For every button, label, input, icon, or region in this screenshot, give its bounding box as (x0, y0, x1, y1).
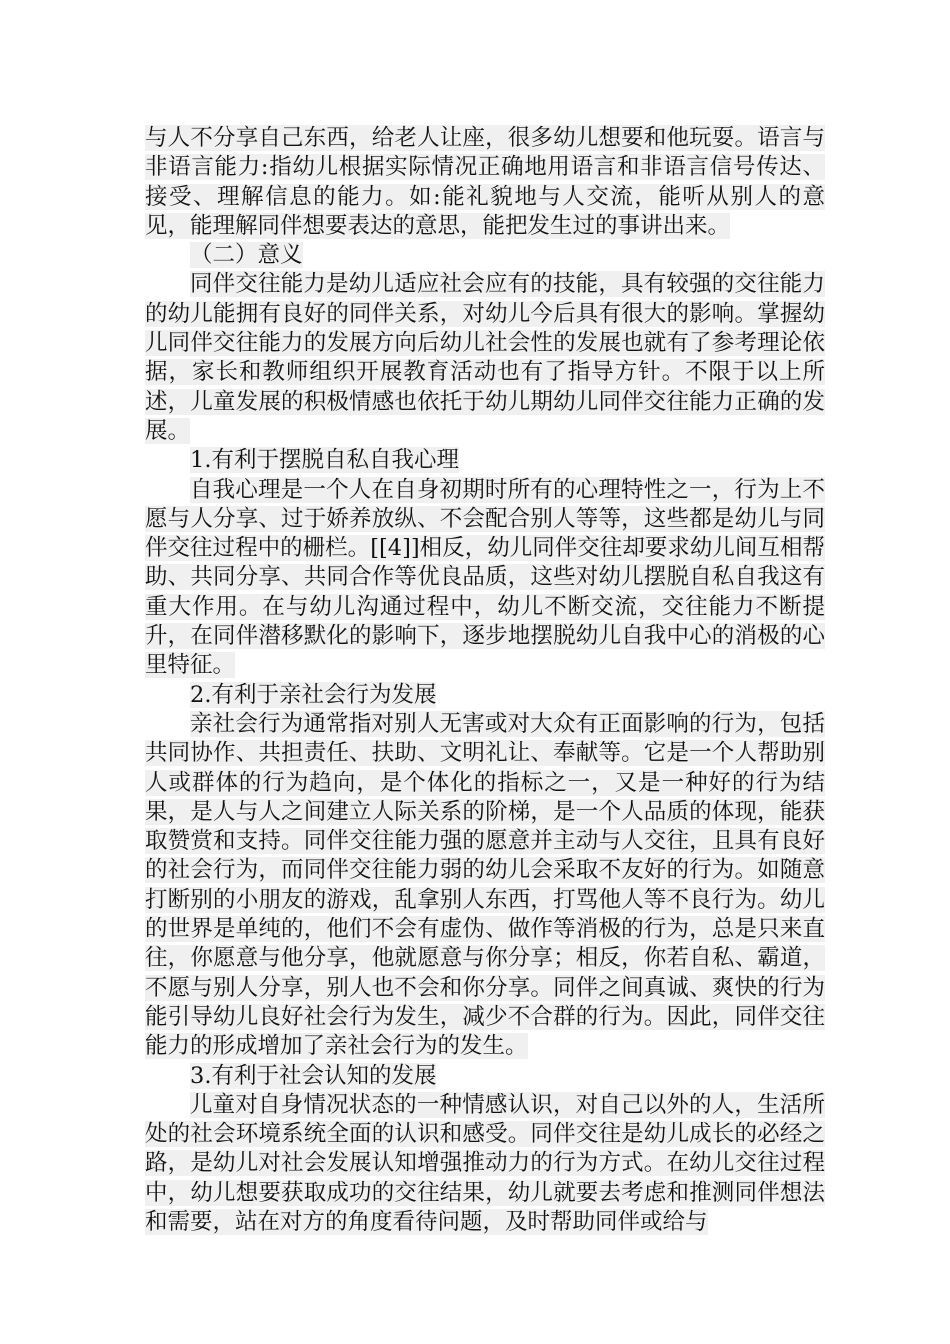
paragraph-text: 同伴交往能力是幼儿适应社会应有的技能，具有较强的交往能力的幼儿能拥有良好的同伴关系，对幼儿今后具有很大的影响。掌握幼儿同伴交往能力的发展方向后幼儿社会性的发展也就有了参考理论依据，家长和教师组织开展教育活动也有了指导方针。不限于以上所述，儿童发展的积极情感也依托于幼儿期幼儿同伴交往能力正确的发展。 (145, 271, 825, 444)
paragraph-text: 与人不分享自己东西，给老人让座，很多幼儿想要和他玩耍。语言与非语言能力:指幼儿根据实际情况正确地用语言和非语言信号传达、接受、理解信息的能力。如:能礼貌地与人交流，能听从别人的意见，能理解同伴想要表达的意思，能把发生过的事讲出来。 (145, 125, 825, 239)
heading-text: 1.有利于摆脱自私自我心理 (190, 447, 459, 474)
body-paragraph (145, 476, 825, 681)
body-paragraph (145, 124, 825, 241)
heading-text: 3.有利于社会认知的发展 (190, 1062, 437, 1089)
subsection-heading (145, 1062, 825, 1091)
body-paragraph (145, 270, 825, 446)
heading-text: 2.有利于亲社会行为发展 (190, 681, 437, 708)
paragraph-text: 自我心理是一个人在自身初期时所有的心理特性之一，行为上不愿与人分享、过于娇养放纵、不会配合别人等等，这些都是幼儿与同伴交往过程中的栅栏。[[4]]相反，幼儿同伴交往却要求幼儿间互相帮助、共同分享、共同合作等优良品质，这些对幼儿摆脱自私自我这有重大作用。在与幼儿沟通过程中，幼儿不断交流，交往能力不断提升，在同伴潜移默化的影响下，逐步地摆脱幼儿自我中心的消极的心里特征。 (145, 476, 825, 679)
subsection-heading (145, 446, 825, 475)
heading-text: （二）意义 (190, 242, 303, 269)
paragraph-text: 亲社会行为通常指对别人无害或对大众有正面影响的行为，包括共同协作、共担责任、扶助、文明礼让、奉献等。它是一个人帮助别人或群体的行为趋向，是个体化的指标之一，又是一种好的行为结果，是人与人之间建立人际关系的阶梯，是一个人品质的体现，能获取赞赏和支持。同伴交往能力强的愿意并主动与人交往，且具有良好的社会行为，而同伴交往能力弱的幼儿会采取不友好的行为。如随意打断别的小朋友的游戏，乱拿别人东西，打骂他人等不良行为。幼儿的世界是单纯的，他们不会有虚伪、做作等消极的行为，总是只来直往，你愿意与他分享，他就愿意与你分享；相反，你若自私、霸道，不愿与别人分享，别人也不会和你分享。同伴之间真诚、爽快的行为能引导幼儿良好社会行为发生，减少不合群的行为。因此，同伴交往能力的形成增加了亲社会行为的发生。 (145, 710, 825, 1060)
subsection-heading (145, 681, 825, 710)
document-body (145, 124, 825, 1237)
paragraph-text: 儿童对自身情况状态的一种情感认识，对自己以外的人，生活所处的社会环境系统全面的认识和感受。同伴交往是幼儿成长的必经之路，是幼儿对社会发展认知增强推动力的行为方式。在幼儿交往过程中，幼儿想要获取成功的交往结果，幼儿就要去考虑和推测同伴想法和需要，站在对方的角度看待问题，及时帮助同伴或给与 (145, 1091, 825, 1235)
body-paragraph (145, 710, 825, 1062)
section-heading (145, 241, 825, 270)
body-paragraph (145, 1091, 825, 1237)
